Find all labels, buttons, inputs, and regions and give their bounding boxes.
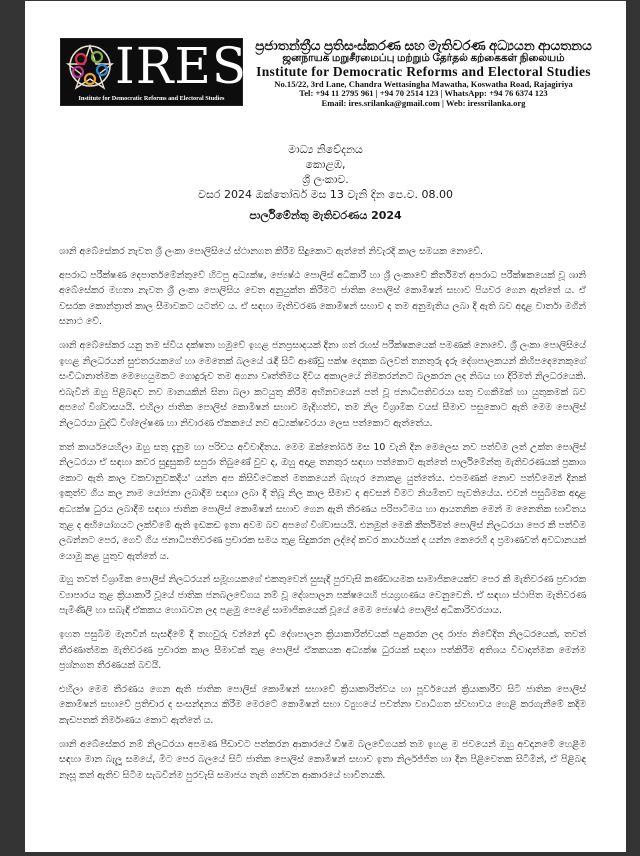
- document-heading: [25, 142, 626, 202]
- doc-type: මාධ්‍ය නිවේදනය: [288, 143, 363, 156]
- paragraph: ඔහු තවත් විශ්‍රාමික පොලිස් නිලධරයන් සමූහයකගේ එකතුවෙන් සුසැදි පුරවැසි කණ්ඩායමක සාමාජිකයෙක්ව පෙර කී මැතිවරණ ප්‍රචාරක ව්‍යාපාරය තුළ ක්‍රියාකාරී වූයේ ජාතික ජනබලවේගය නම් වූ දේශපාලන පක්ෂයෙහි ජයග්‍රහණය වෙනුවෙනි. ඒ සඳහා ස්ථාපිත මැතිවරණ පැමිණිලි හා සබැඳි ඒකකය හොබවන ලද පළමු පෙළේ සාමාජිකයෙක් වූයේ මෙම ජ්‍යෙෂ්ඨ පොලිස් අධිකාරිවරයාය.: [59, 574, 586, 617]
- city: කොළඹ,: [305, 158, 346, 171]
- org-email-web: Email: ires.srilanka@gmail.com | Web: iressrilanka.org: [321, 97, 526, 108]
- logo-subtitle: Institute for Democratic Reforms and Electoral Studies: [78, 95, 225, 102]
- org-address: No.15/22, 3rd Lane, Chandra Wettasingha Mawatha, Koswatha Road, Rajagiriya: [274, 78, 573, 89]
- paragraph: ශානි අබේසේකර නැවත ශ්‍රී ලංකා පොලිසියේ ස්ථානගත කිරීම සිදුකොට ඇත්තේ නිවැරදි කාල සමයක නොවේ.: [59, 246, 484, 257]
- paragraph: තත් කාර්යයෙහිලා ඔහු සතු දැනුම හා පරිචය අවිවාදිතය. මෙම ඔක්තෝබර් මස 10 වැනි දින මෙලෙස නව පත්වීම ලත් උක්ත පොලිස් නිලධරයා ඒ සඳහා කවර සුදුසුකම් සපුරා තිබුණේ වුව ද, ඔහු අදාළ තනතුර සඳහා පත්කොට ඇත්තේ පාර්ලිමේන්තු මැතිවරණයක් ප්‍රකාශ කොට ඇති කාල වකවානුවකදීය' යන්න අප කිසිවිටෙකත් මතකයෙන් බැහැර නොකළ යුත්තේය. එපමණක් නොව පත්වීමෙන් දිනක් ඉකුත්ව ගිය කල නාම යෝජනා ලබාදීම සඳහා ලබා දී තිබූ නිල කාල සීමාව ද අවසන් වීමට නියමිතව පැවතියේය. එවන් පසුබිමක අදාළ අධ්‍යක්ෂ ධුරය ලබාදීම සඳහා ජාතික පොලිස් කොමිෂන් සභාව ගෙන ඇති තීරණය පරිපාටිමය හා ආයතනික මෙන් ම නෛතික භාවිතය තුළ ද අභියෝගයට ලක්වීමේ ඇති ඉඩකඩ ඉතා අවම බව අපගේ විශ්වාසයයි. එනමුත් මෙකී කීර්තිමත් පොලිස් නිලධරයා පෙර කී පත්වීම ලබන්නට පෙර, ගෙවී ගිය ජනාධිපතිවරණ ප්‍රචාරක සමය තුළ සිදුකරන ලද්දේ කවර කාර්යයක් ද යන්න කෙරෙහි ද ප්‍රමාණවත් අවධානයක් යොමු කළ යුතුව ඇත්තේ ය.: [59, 441, 586, 562]
- letterhead-text: [243, 38, 598, 106]
- document-title: පාර්ලිමේන්තු මැතිවරණය 2024: [249, 209, 402, 222]
- org-name-tamil: ஜனநாயக மறுசீரமைப்பு மற்றும் தேர்தல் கற்கைகள் நிலையம்: [282, 52, 565, 64]
- paragraph: ශානි අබේසේකර යනු තම ස්වීය දක්ෂතා හමුවේ ඉහළ ජනප්‍රසාදයක් දිනා ගත් රහස් පරීක්ෂකයෙක් පමණක් නොවේ. ශ්‍රී ලංකා පොලිසියේ ඉහළ නිලධරයන් සුළුතරයකගේ හා මෙතෙක් බලයේ රැඳී සිටි ආණ්ඩු පක්ෂ දෙකක බලවත් තනතුරු දැරූ දේශපාලකයන් කිහිපදෙනෙකුගේ සංවිධානාත්මක මෙහෙයුමකට ගොදුරුව තම අගනා වෘත්තීමය දිවිය අකාලයේ නිමකරන්නට බලකරන ලද නිබය හා දිරිමත් නිලධරයෙකි. එබැවින් ඔහු පිළිබඳව නව මානයකින් සිතා බලා කටයුතු කිරීම අභිනවයෙන් පත් වූ ජනාධිපතිවරයා සතු වගකීමක් හා යුතුකමක් බව අපගේ විශ්වාසයයි. එහිලා ජාතික පොලිස් කොමිෂන් සභාව මැදිහත්ව, තම නිල විශ්‍රාමික වයස් සීමාව පසුකොට ඇති මෙම පොලිස් නිලධරයා බුද්ධි විශ්ලේෂණ හා නිවාරණ ඒකකයේ නව අධ්‍යක්ෂවරයා ලෙස පත්කොට ඇත්තේය.: [59, 339, 586, 429]
- country: ශ්‍රී ලංකාව.: [302, 173, 349, 186]
- paragraph: අපරාධ පරීක්ෂණ දෙපාර්තමේන්තුවේ හිටපු අධ්‍යක්ෂ, ජ්‍යෙෂ්ඨ පොලිස් අධිකාරී හා ශ්‍රී ලංකාවේ කීර්තිමත් අපරාධ පරීක්ෂකයෙක් වූ ශානි අබේසේකර මහතා නැවත ශ්‍රී ලංකා පොලිසිය වෙත අනුයුක්ත කිරීමට ජාතික පොලිස් කොමිෂන් සභාව පියවර ගෙන ඇත්තේ ය. ඒ වසරක කොන්ත්‍රාත් කාල සීමාවකට යටත්ව ය. ඒ සඳහා මැතිවරණ කොමිෂන් සභාව ද තම අනුමැතිය ලබා දී ඇති බව අදාළ වාර්තා මගින් සනාථ වේ.: [59, 269, 586, 328]
- org-name-sinhala: ප්‍රජාතන්ත්‍රීය ප්‍රතිසංස්කරණ සහ මැතිවරණ අධ්‍යයන ආයතනය: [255, 38, 592, 53]
- org-contact: Tel: +94 11 2795 961 | +94 70 2514 123 | WhatsApp: +94 76 6374 123: [299, 88, 548, 99]
- paragraph: ඉහත පසුබිම මැනවින් සැසඳීමේ දී තහවුරු වන්නේ දැඩි දේශපාලන ක්‍රියාකාරිත්වයක් පළකරන ලද රාජ්‍ය නිවේදිත නිලධරයෙක්, තවත් තීරණාත්මක මැතිවරණ ප්‍රචාරක කාල සීමාවක් තුළ පොලිස් ඒකකයක අධ්‍යක්ෂ ධුරයක් සඳහා පත්කිරීම අතිශය විවාදාත්මක මෙන්ම ප්‍රශ්නගත තීරණයක් බවයි.: [59, 629, 586, 672]
- paragraph: එහිලා මෙම තීරණය ගෙන ඇති ජාතික පොලිස් කොමිෂන් සභාවේ ක්‍රියාකාරිත්වය හා පූර්වයෙන් ක්‍රියාකාරීව සිටි ජාතික පොලිස් කොමිෂන් සභාවේ ප්‍රතිචාර ද සංසන්දනය කිරීම මෙරටේ කොමිෂන් සභා ව්‍යුහයේ පවත්නා ව්‍යාධිගත ස්වභාවය හෙළි කරගැනීමේ කදිම කැඩපතක් නිර්මාණය කොට ඇත්තේ ය.: [59, 683, 586, 727]
- logo-wordmark: IRES: [115, 37, 248, 95]
- org-name-english: Institute for Democratic Reforms and Electoral Studies: [256, 64, 591, 79]
- ires-logo: [60, 37, 248, 106]
- date-time: වසර 2024 ඔක්තෝබර් මස 13 වැනි දින පෙ.ව. 08.00: [198, 188, 453, 201]
- paragraph: ශානි අබේසේකර නම් නිලධරයා අපමණ පීඩාවට පත්කරන ආකාරයේ විෂම බලවේගයක් තම ඉහළ ම ජවයෙන් ඔහු අවදානමේ හෙළීම සඳහා මාන බැලූ සමයේ, මීට පෙර බලයේ සිටි ජාතික පොලිස් කොමිෂන් සභාව ඉතා නිර්ලජ්ජිත හා දීන පිළිවෙතක සිටිමින්, ඒ පිළිබඳ නෑසූ කන් ඇතිව සිටීම සැබවින්ම පුරවැසි සමාජය තැති ගන්වන ආකාරයේ භාවිතයකි.: [59, 738, 586, 781]
- emblem-icon: [66, 42, 114, 90]
- letterhead: [60, 38, 598, 106]
- document-body: [59, 244, 586, 791]
